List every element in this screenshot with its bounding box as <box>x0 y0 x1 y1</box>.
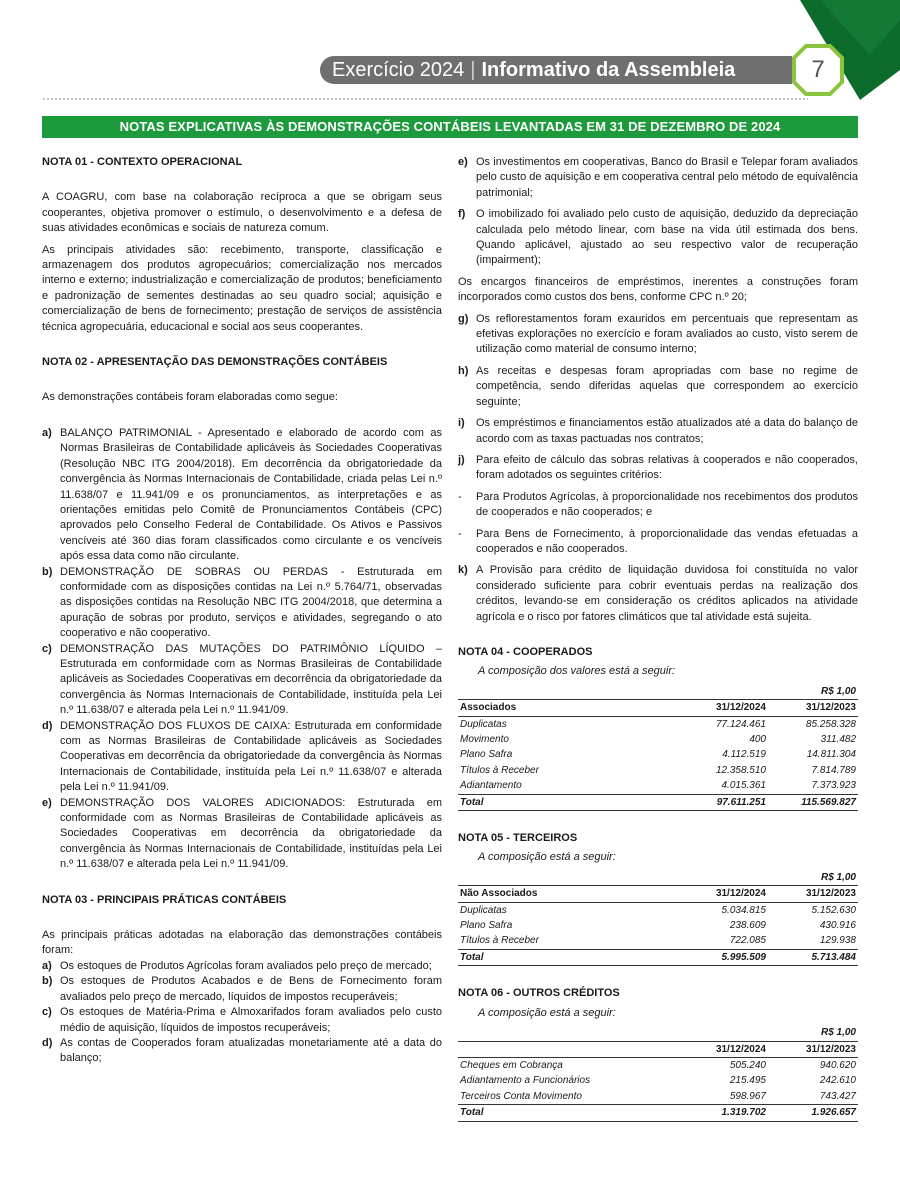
table-total-row: Total 5.995.509 5.713.484 <box>458 949 858 965</box>
nota03-item-f: f) O imobilizado foi avaliado pelo custo de aquisição, deduzido da depreciação calculada pelo método linear, com base na vida útil estimada dos bens. Quando aplicável, ajustado ao seu respectivo valor de recuperação (impairment); <box>458 208 858 267</box>
table-row: Títulos à Receber 722.085 129.938 <box>460 935 856 947</box>
section-banner: NOTAS EXPLICATIVAS ÀS DEMONSTRAÇÕES CONTÁBEIS LEVANTADAS EM 31 DE DEZEMBRO DE 2024 <box>42 116 858 138</box>
table-row: Movimento 400 311.482 <box>460 734 856 745</box>
nota03-item: c) Os estoques de Matéria-Prima e Almoxarifados foram avaliados pelo custo médio de aquisição, líquidos de impostos recuperáveis; <box>42 1006 442 1034</box>
table-row: Adiantamento a Funcionários 215.495 242.610 <box>460 1075 856 1087</box>
right-column <box>458 155 858 1122</box>
nota03-item: d) As contas de Cooperados foram atualizadas monetariamente até a data do balanço; <box>42 1036 442 1065</box>
nota02-heading: NOTA 02 - APRESENTAÇÃO DAS DEMONSTRAÇÕES CONTÁBEIS <box>42 356 388 369</box>
nota03-item-j: j) Para efeito de cálculo das sobras relativas à cooperados e não cooperados, foram adotados os seguintes critérios: <box>458 453 858 482</box>
nota01-heading: NOTA 01 - CONTEXTO OPERACIONAL <box>42 156 243 168</box>
nota04-heading: NOTA 04 - COOPERADOS <box>458 645 593 658</box>
table-total-row: Total 1.319.702 1.926.657 <box>458 1105 858 1121</box>
nota03-heading: NOTA 03 - PRINCIPAIS PRÁTICAS CONTÁBEIS <box>42 893 287 906</box>
dotted-divider <box>42 97 808 101</box>
nota01-paragraph-2: As principais atividades são: recebimento, transporte, classificação e armazenagem dos produtos agropecuários; comercialização nos mercados interno e externo; industrialização e comercialização de produtos; beneficiamento e padronização de sementes destinadas ao seu quadro social; aquisição e comercialização de bens de fornecimento; prestação de serviços de assistência técnica agropecuária, educacional e social aos seus cooperantes. <box>42 243 442 333</box>
currency-label: R$ 1,00 <box>820 871 856 883</box>
nota03-intro: As principais práticas adotadas na elaboração das demonstrações contábeis foram: <box>42 929 442 957</box>
left-column <box>42 155 442 1067</box>
nota03-item-h: h) As receitas e despesas foram apropriadas com base no regime de competência, sendo diferidas aquelas que correspondem ao exercício seguinte; <box>458 364 858 408</box>
nota04-table <box>458 684 858 811</box>
nota02-item: e) DEMONSTRAÇÃO DOS VALORES ADICIONADOS: Estruturada em conformidade com as Normas Brasileiras de Contabilidade aplicáveis as Sociedades Cooperativas em decorrência da obrigatoriedade da convergência às Normas Internacionais de Contabilidade, instituídas pela Lei n.º 11.638/07 e alterada pela Lei n.º 11.941/09. <box>42 796 442 871</box>
table-total-row: Total 97.611.251 115.569.827 <box>458 794 858 810</box>
currency-label: R$ 1,00 <box>820 1027 856 1039</box>
table-row: Duplicatas 77.124.461 85.258.328 <box>460 718 856 730</box>
nota03-item-k: k) A Provisão para crédito de liquidação duvidosa foi constituída no valor considerado suficiente para cobrir eventuais perdas na realização dos créditos, levando-se em consideração os créditos aplicados na atividade agrícola e o risco por fatores climáticos que tal atividade está sujeita. <box>458 564 858 623</box>
header-publication-title: Informativo da Assembleia <box>481 59 736 81</box>
nota03-item-e: e) Os investimentos em cooperativas, Banco do Brasil e Telepar foram avaliados pelo custo de aquisição e em cooperativa central pelo método de equivalência patrimonial; <box>458 156 858 199</box>
nota03-dash-item: - Para Bens de Fornecimento, à proporcionalidade das vendas efetuadas a cooperados e não cooperados. <box>458 527 858 555</box>
table-header: Associados 31/12/2024 31/12/2023 <box>458 700 858 716</box>
page-number: 7 <box>811 56 825 83</box>
table-row: Terceiros Conta Movimento 598.967 743.427 <box>460 1090 856 1102</box>
currency-label: R$ 1,00 <box>820 685 856 697</box>
table-row: Duplicatas 5.034.815 5.152.630 <box>460 904 856 916</box>
nota03-item: b) Os estoques de Produtos Acabados e de Bens de Fornecimento foram avaliados pelo preço de mercado, líquidos de impostos recuperáveis; <box>42 975 442 1003</box>
table-row: Cheques em Cobrança 505.240 940.620 <box>460 1059 856 1071</box>
nota05-intro: A composição está a seguir: <box>478 851 616 864</box>
nota04-intro: A composição dos valores está a seguir: <box>478 665 676 678</box>
nota02-item: a) BALANÇO PATRIMONIAL - Apresentado e elaborado de acordo com as Normas Brasileiras de Contabilidade aplicáveis às Sociedades Cooperativas (Resolução NBC ITG 2004/2018). Em decorrência da obrigatoriedade da convergência às Normas Internacionais de Contabilidade, criada pelas Lei n.º 11.638/07 e 11.941/09 e os pronunciamentos, as interpretações e as orientações emitidas pelo Comitê de Pronunciamentos Contábeis (CPC) aprovados pelo Conselho Federal de Contabilidade. Os Ativos e Passivos vencíveis até 360 dias foram classificados como circulante e os vencíveis após essa data como não circulante. <box>42 426 442 563</box>
nota03-item-g: g) Os reflorestamentos foram exauridos em percentuais que representam as efetivas explorações no exercício e foram avaliados ao custo, visto serem de utilização como material de consumo interno; <box>458 312 858 356</box>
nota06-table <box>458 1025 858 1121</box>
table-header: Não Associados 31/12/2024 31/12/2023 <box>458 886 858 902</box>
nota02-item: c) DEMONSTRAÇÃO DAS MUTAÇÕES DO PATRIMÔNIO LÍQUIDO – Estruturada em conformidade com as Normas Brasileiras de Contabilidade aplicáveis as Sociedades Cooperativas em decorrência da obrigatoriedade da convergência às Normas Internacionais de Contabilidade, instituída pela Lei n.º 11.638/07 e alterada pela Lei n.º 11.941/09. <box>42 642 442 717</box>
nota05-table <box>458 870 858 966</box>
table-row: Títulos à Receber 12.358.510 7.814.789 <box>460 764 856 776</box>
header-year: Exercício 2024 <box>332 59 465 81</box>
nota03-item-i: i) Os empréstimos e financiamentos estão atualizados até a data do balanço de acordo com as taxas pactuadas nos contratos; <box>458 417 858 445</box>
header-title: Exercício 2024 | Informativo da Assembleia <box>332 59 736 81</box>
nota05-heading: NOTA 05 - TERCEIROS <box>458 832 578 845</box>
nota06-heading: NOTA 06 - OUTROS CRÉDITOS <box>458 987 620 1000</box>
nota02-item: b) DEMONSTRAÇÃO DE SOBRAS OU PERDAS - Estruturada em conformidade com as disposições contidas na Lei n.º 5.764/71, observadas as disposições contidas na Resolução NBC ITG 2004/2018, que determina a apuração de sobras por produto, serviços e atividades, segregando o ato cooperativo e não cooperativo. <box>42 565 442 640</box>
table-row: Adiantamento 4.015.361 7.373.923 <box>460 780 856 792</box>
nota06-intro: A composição está a seguir: <box>478 1006 616 1019</box>
nota03-dash-item: - Para Produtos Agrícolas, à proporcionalidade nos recebimentos dos produtos de cooperados e não cooperados; e <box>458 490 858 519</box>
table-row: Plano Safra 238.609 430.916 <box>460 920 856 932</box>
nota03-item: a) Os estoques de Produtos Agrícolas foram avaliados pelo preço de mercado; <box>42 959 432 972</box>
nota02-item: d) DEMONSTRAÇÃO DOS FLUXOS DE CAIXA: Estruturada em conformidade com as Normas Brasileiras de Contabilidade aplicáveis as Sociedades Cooperativas em decorrência da obrigatoriedade da convergência às Normas Internacionais de Contabilidade, instituída pela Lei n.º 11.638/07 e alterada pela Lei n.º 11.941/09. <box>42 719 442 794</box>
table-header: 31/12/2024 31/12/2023 <box>458 1041 858 1057</box>
nota03-encargos: Os encargos financeiros de empréstimos, inerentes a construções foram incorporados como custos dos bens, conforme CPC n.º 20; <box>458 275 858 304</box>
table-row: Plano Safra 4.112.519 14.811.304 <box>460 749 856 761</box>
nota01-paragraph-1: A COAGRU, com base na colaboração recíproca a que se obrigam seus cooperantes, objetiva promover o estímulo, o desenvolvimento e a defesa de suas atividades econômicas e sociais de natureza comum. <box>42 191 442 235</box>
nota02-intro: As demonstrações contábeis foram elaboradas como segue: <box>42 391 338 404</box>
